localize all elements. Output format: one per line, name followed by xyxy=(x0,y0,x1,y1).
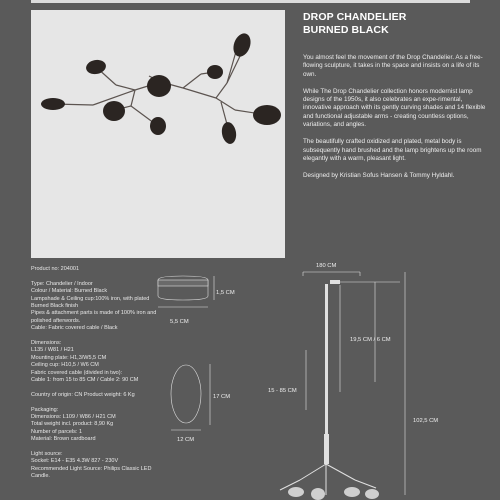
lamp-stem xyxy=(325,284,328,434)
spec-line: Country of origin: CN Product weight: 6 Kg xyxy=(31,391,135,398)
cup-label: 19,5 CM / 6 CM xyxy=(350,337,391,343)
spec-line: L135 / W81 / H21 xyxy=(31,347,74,354)
cable-label: 15 - 85 CM xyxy=(268,388,297,394)
lamp-shade xyxy=(311,488,325,500)
spec-line: Recommended Light Source: Philips Classic LED xyxy=(31,465,152,472)
spec-line: Ceiling cup: H10,5 / W6 CM xyxy=(31,362,99,369)
spec-line: Colour / Material: Burned Black xyxy=(31,288,108,295)
spec-line: polished afterwords. xyxy=(31,317,81,324)
mounting-plate-top xyxy=(158,280,208,286)
spec-line: Candle. xyxy=(31,473,50,480)
lamp-shade xyxy=(288,487,304,497)
spec-line: Fabric covered cable (divided in two): xyxy=(31,369,123,376)
description-paragraph: While The Drop Chandelier collection honors modernist lamp designs of the 1950s, it also celebrates an expe-rimental, innovative approach with its gently curving shades and 14 flexible and functional adjustable arms - creating countless options, variations, and angles. xyxy=(303,87,486,129)
plate-width-label: 5,5 CM xyxy=(170,319,189,325)
total-height-label: 102,5 CM xyxy=(413,418,439,424)
spec-line: Pipes & attachment parts is made of 100% iron and xyxy=(31,310,157,317)
spec-line: Material: Brown cardboard xyxy=(31,436,96,443)
designer-credit: Designed by Kristian Sofus Hansen & Tommy Hyldahl. xyxy=(303,172,455,180)
mounting-plate-outline xyxy=(158,276,208,300)
shade-height-label: 17 CM xyxy=(213,394,231,400)
spec-line: Number of parcels: 1 xyxy=(31,428,83,435)
shade-outline xyxy=(171,365,201,423)
plate-height-label: 1,5 CM xyxy=(216,290,235,296)
spec-line: Cable 1: from 15 to 85 CM / Cable 2: 90 CM xyxy=(31,377,139,384)
spec-line: Cable: Fabric covered cable / Black xyxy=(31,325,118,332)
spec-line: Product no: 204001 xyxy=(31,266,80,272)
lamp-stem-lower xyxy=(324,434,329,464)
shade-width-label: 12 CM xyxy=(177,437,195,443)
description-paragraph: You almost feel the movement of the Drop Chandelier. As a free-flowing sculpture, it takes in the space and insists on a life of its own. xyxy=(303,54,483,78)
spec-line: Mounting plate: H1,3/W5,5 CM xyxy=(31,354,107,361)
lamp-shade xyxy=(365,489,379,499)
ceiling-cup xyxy=(330,280,340,284)
span-label: 180 CM xyxy=(316,263,337,269)
spec-line: Dimensions: xyxy=(31,340,62,347)
spec-line: Light source: xyxy=(31,451,63,458)
product-title: DROP CHANDELIER xyxy=(303,11,407,23)
lamp-shade xyxy=(344,487,360,497)
spec-line: Lampshade & Ceiling cup:100% iron, with plated xyxy=(31,295,150,302)
spec-line: Packaging: xyxy=(31,406,59,413)
description-paragraph: The beautifully crafted oxidized and plated, metal body is subsequently hand brushed and the lamp brightens up the room elegantly with a warm, pleasant light. xyxy=(303,138,482,162)
spec-line: Total weight incl. product: 8,90 Kg xyxy=(31,421,114,428)
spec-line: Dimensions: L109 / W86 / H21 CM xyxy=(31,414,116,421)
product-subtitle: BURNED BLACK xyxy=(303,23,389,36)
spec-line: Type: Chandelier / Indoor xyxy=(31,280,93,287)
spec-line: Socket: E14 - E35 4.3W 827 - 230V xyxy=(31,458,119,465)
spec-line: Burned Black finish xyxy=(31,303,79,310)
